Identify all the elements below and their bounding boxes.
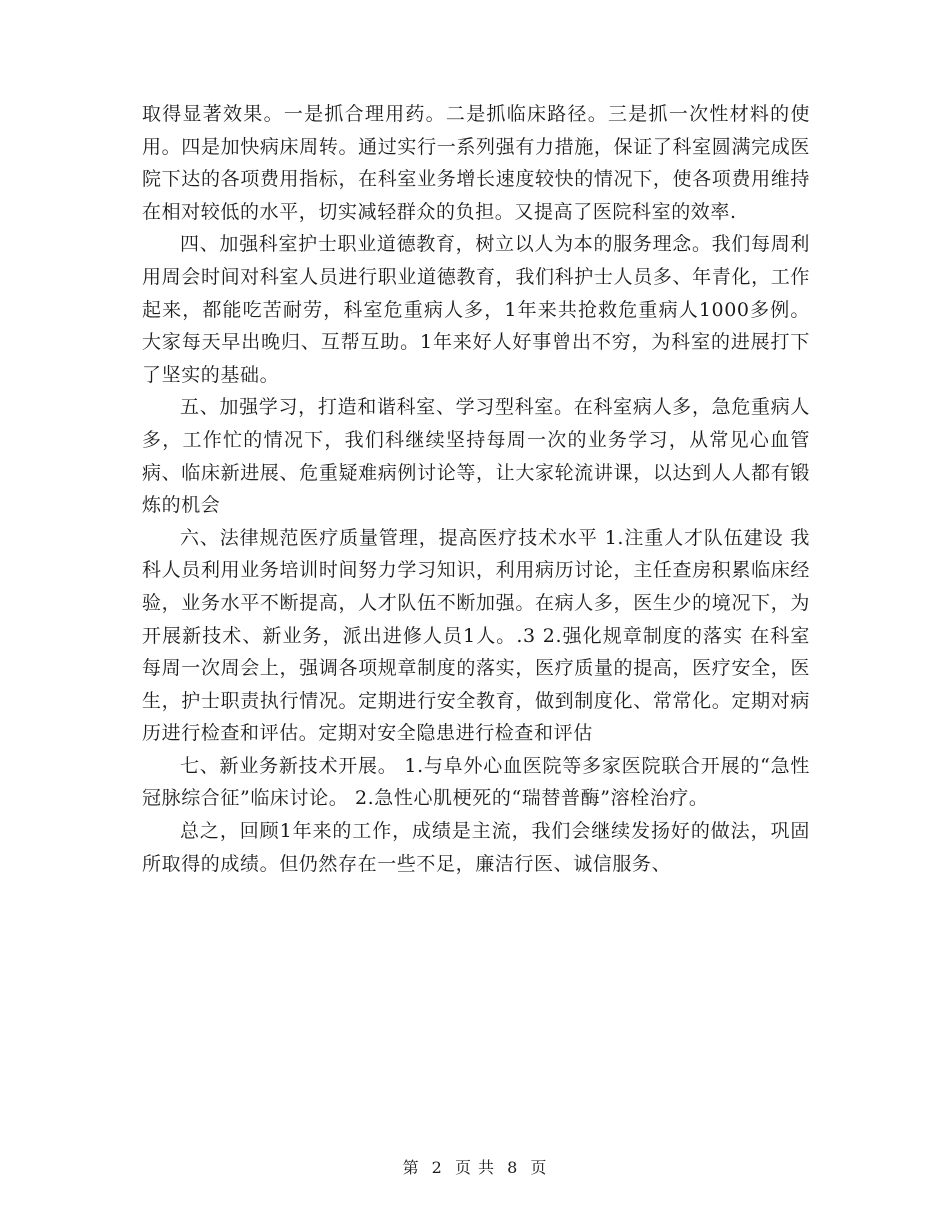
footer-suffix: 页 xyxy=(530,1158,548,1177)
footer-middle: 页 共 xyxy=(454,1158,496,1177)
paragraph-2: 四、加强科室护士职业道德教育，树立以人为本的服务理念。我们每周利用周会时间对科室人员进行职业道德教育，我们科护士人员多、年青化，工作起来，都能吃苦耐劳，科室危重病人多，1年来共抢救危重病人1000多例。大家每天早出晚归、互帮互助。1年来好人好事曾出不穷，为科室的进展打下了坚实的基础。 xyxy=(142,233,810,386)
page-footer xyxy=(0,1155,950,1178)
paragraph-5: 七、新业务新技术开展。 1.与阜外心血医院等多家医院联合开展的“急性冠脉综合征”临床讨论。 2.急性心肌梗死的“瑞替普酶”溶栓治疗。 xyxy=(142,754,810,810)
paragraph-4: 六、法律规范医疗质量管理，提高医疗技术水平 1.注重人才队伍建设 我科人员利用业务培训时间努力学习知识，利用病历讨论，主任查房积累临床经验，业务水平不断提高，人才队伍不断加强。在病人多，医生少的境况下，为开展新技术、新业务，派出进修人员1人。.3 2.强化规章制度的落实 在科室每周一次周会上，强调各项规章制度的落实，医疗质量的提高，医疗安全，医生，护士职责执行情况。定期进行安全教育，做到制度化、常常化。定期对病历进行检查和评估。定期对安全隐患进行检查和评估 xyxy=(142,526,810,745)
document-body xyxy=(142,98,810,880)
paragraph-3: 五、加强学习，打造和谐科室、学习型科室。在科室病人多，急危重病人多，工作忙的情况下，我们科继续坚持每周一次的业务学习，从常见心血管病、临床新进展、危重疑难病例讨论等，让大家轮流讲课，以达到人人都有锻炼的机会 xyxy=(142,396,810,517)
footer-page-number: 2 xyxy=(431,1158,443,1177)
footer-total-pages: 8 xyxy=(507,1158,519,1177)
paragraph-6: 总之，回顾1年来的工作，成绩是主流，我们会继续发扬好的做法，巩固所取得的成绩。但仍然存在一些不足，廉洁行医、诚信服务、 xyxy=(142,820,810,875)
footer-prefix: 第 xyxy=(402,1158,420,1177)
paragraph-1: 取得显著效果。一是抓合理用药。二是抓临床路径。三是抓一次性材料的使用。四是加快病床周转。通过实行一系列强有力措施，保证了科室圆满完成医院下达的各项费用指标，在科室业务增长速度较快的情况下，使各项费用维持在相对较低的水平，切实减轻群众的负担。又提高了医院科室的效率. xyxy=(142,103,810,223)
